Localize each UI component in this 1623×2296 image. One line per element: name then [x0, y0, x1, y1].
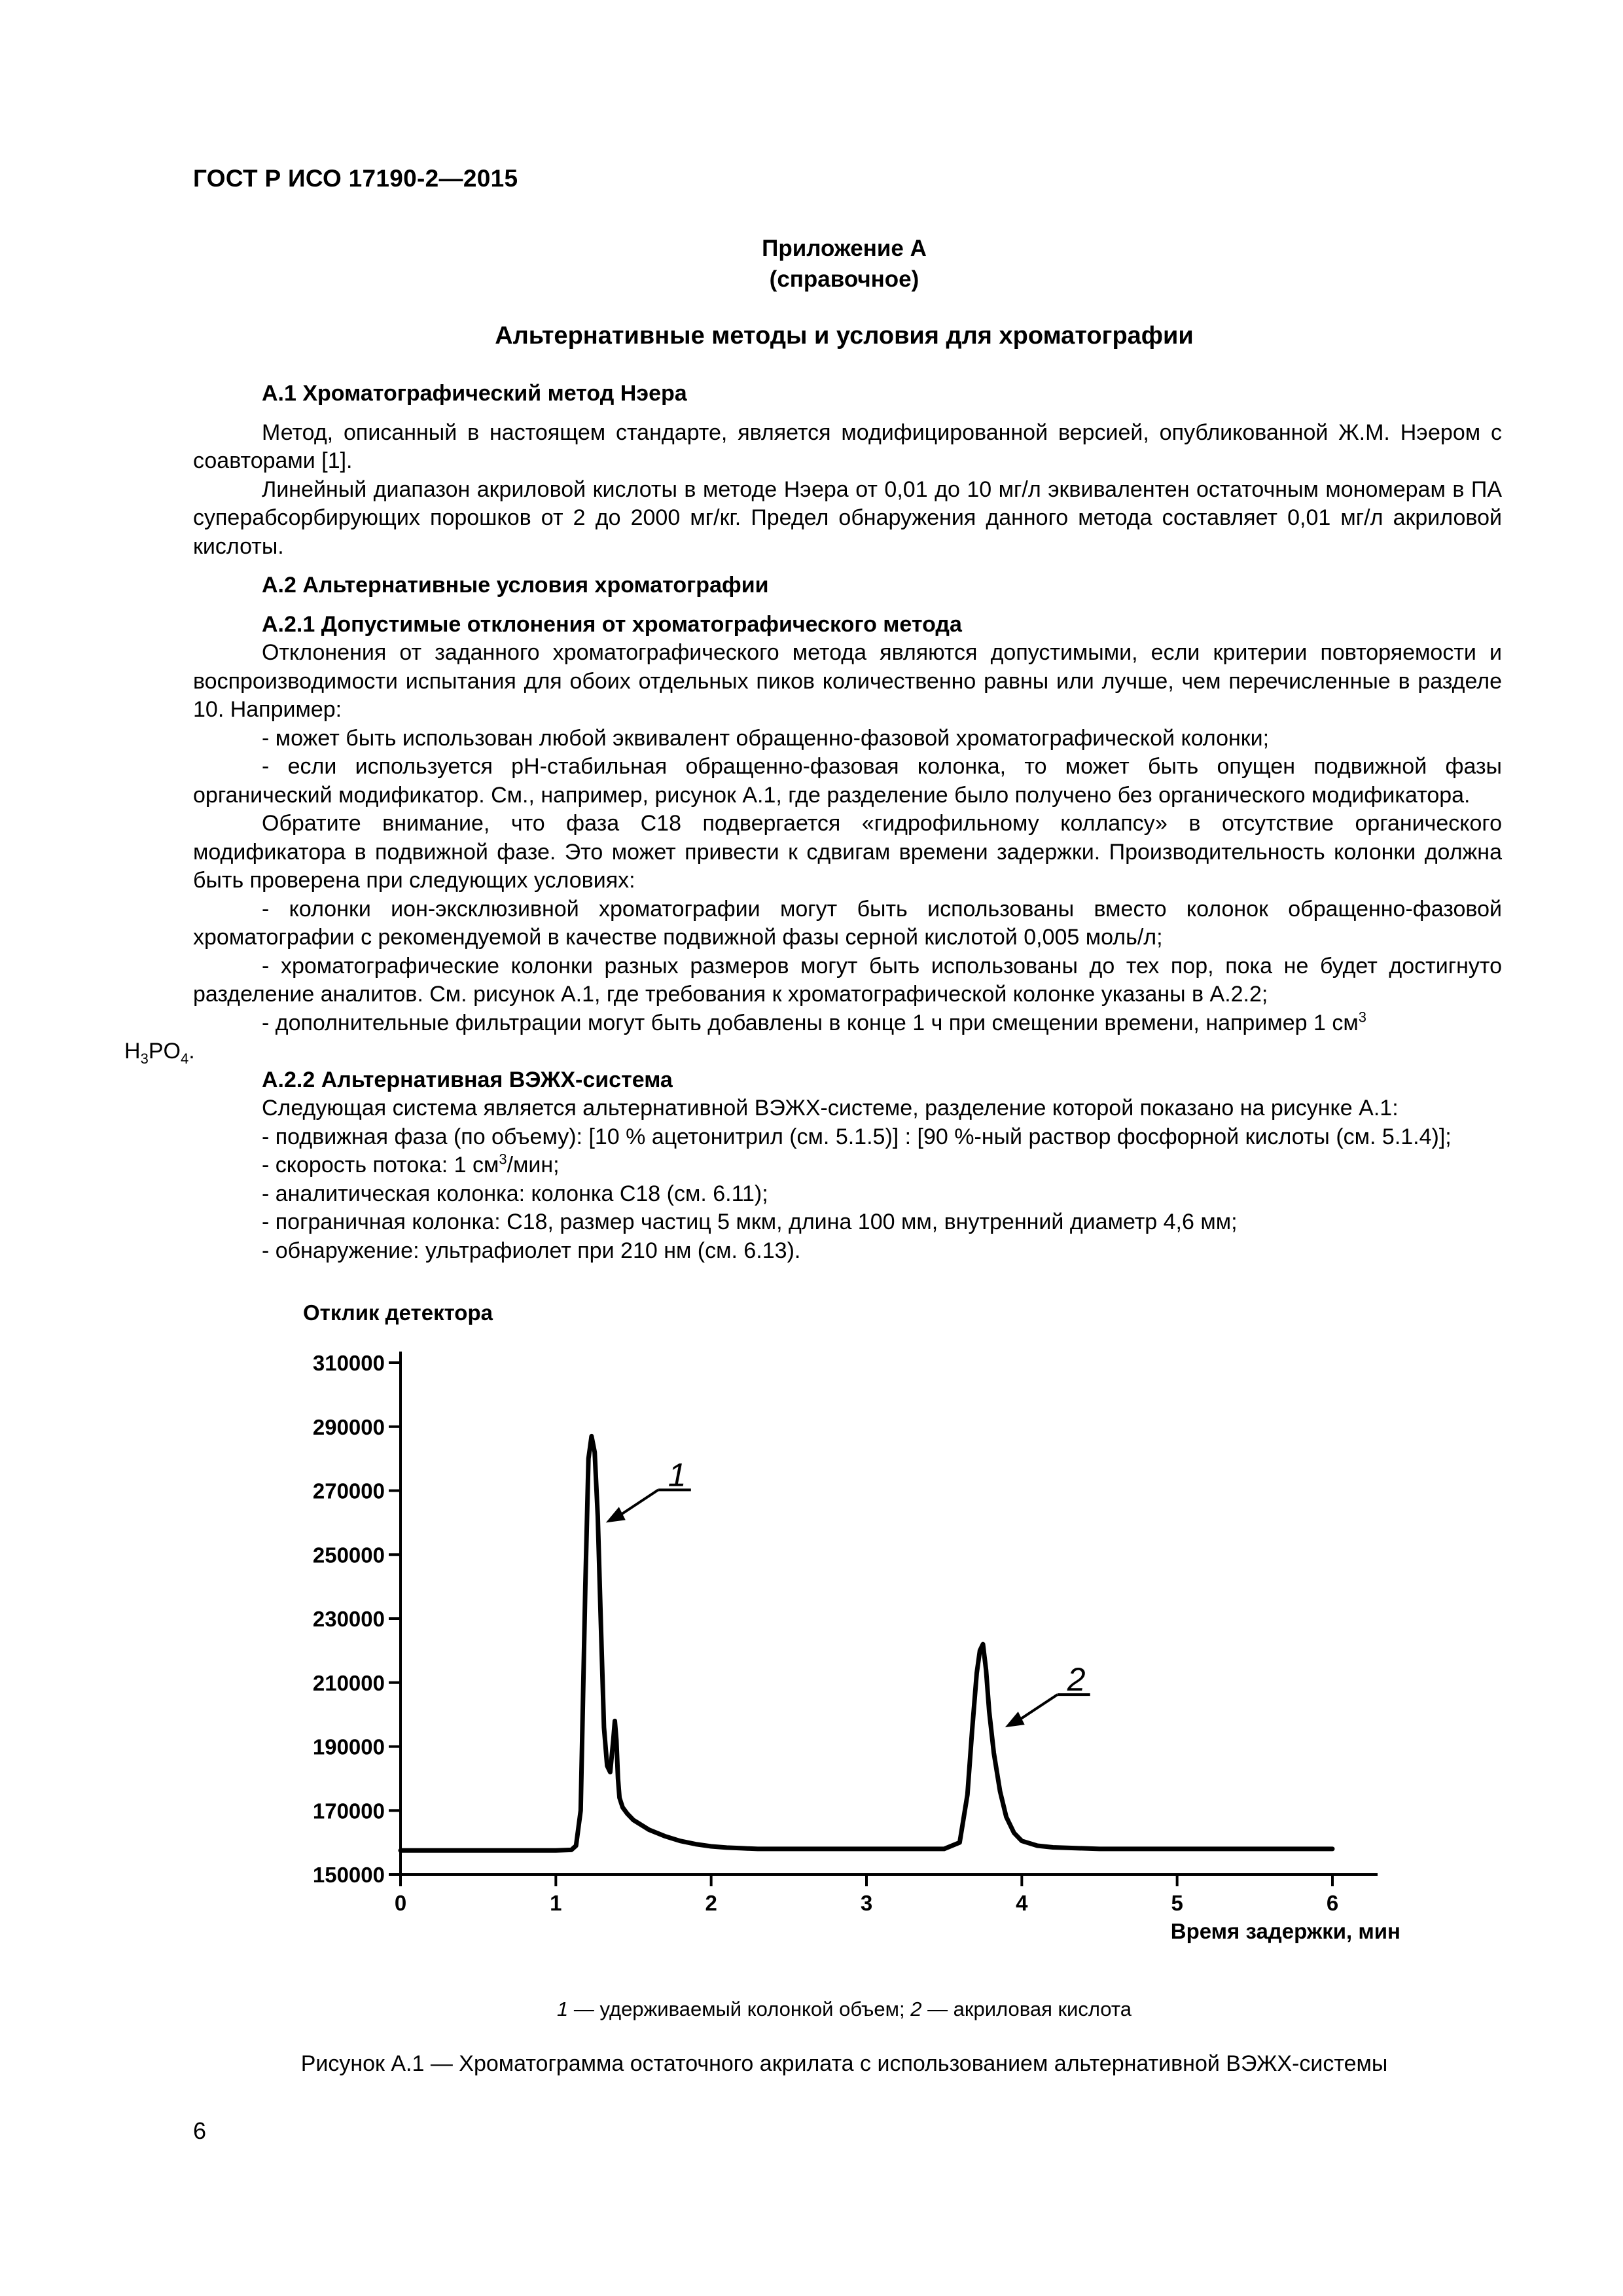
peak-2-label: 2 [1067, 1661, 1086, 1698]
subscript-4: 4 [180, 1050, 189, 1067]
x-tick-label: 3 [860, 1891, 873, 1915]
x-tick-label: 4 [1016, 1891, 1028, 1915]
x-axis-title: Время задержки, мин [1170, 1919, 1400, 1943]
peak-1-arrow-head [606, 1507, 626, 1522]
section-a22-bullet-4: - пограничная колонка: С18, размер частиц 5 мкм, длина 100 мм, внутренний диаметр 4,6 мм; [262, 1210, 1238, 1234]
section-a21-heading: А.2.1 Допустимые отклонения от хроматографического метода [262, 611, 962, 637]
figure-legend [193, 1998, 1495, 2021]
section-a22-bullet-3: - аналитическая колонка: колонка С18 (см. 6.11); [262, 1181, 768, 1206]
peak-2-arrow-head [1005, 1712, 1025, 1727]
section-a22-paragraph-1: Следующая система является альтернативной ВЭЖХ-системе, разделение которой показано на рисунке А.1: [262, 1096, 1399, 1121]
page-number: 6 [193, 2117, 207, 2144]
section-a21-paragraph-1: Отклонения от заданного хроматографического метода являются допустимыми, если критерии повторяемости и воспроизводимости испытания для обоих отдельных пиков количественно равны или лучше, чем перечисленные в разделе 10. Например: [193, 640, 1502, 722]
y-axis-title: Отклик детектора [303, 1300, 493, 1325]
section-a1-paragraph-2: Линейный диапазон акриловой кислоты в методе Нэера от 0,01 до 10 мг/л эквивалентен остаточным мономерам в ПА суперабсорбирующих порошков от 2 до 2000 мг/кг. Предел обнаружения данного метода составляет 0,01 мг/л акриловой кислоты. [193, 476, 1502, 559]
x-tick-label: 1 [550, 1891, 562, 1915]
chromatogram-series-line [401, 1436, 1332, 1850]
section-a21-bullet-3: - колонки ион-эксклюзивной хроматографии могут быть использованы вместо колонок обращенно-фазовой хроматографии с рекомендуемой в качестве подвижной фазы серной кислотой 0,005 моль/л; [193, 896, 1502, 950]
x-tick-label: 0 [394, 1891, 407, 1915]
legend-number-1: 1 [557, 1998, 569, 2020]
figure-caption: Рисунок А.1 — Хроматограмма остаточного акрилата с использованием альтернативной ВЭЖХ-системы [300, 2051, 1388, 2076]
y-tick-label: 310000 [312, 1351, 385, 1375]
legend-text-2: — акриловая кислота [921, 1998, 1132, 2020]
section-a1-paragraph-1: Метод, описанный в настоящем стандарте, является модифицированной версией, опубликованной Ж.М. Нэером с соавторами [1]. [193, 420, 1502, 473]
y-tick-label: 270000 [312, 1479, 385, 1503]
legend-text-1: — удерживаемый колонкой объем; [568, 1998, 911, 2020]
bullet-5-text: - дополнительные фильтрации могут быть добавлены в конце 1 ч при смещении времени, например 1 см [262, 1010, 1359, 1035]
superscript: 3 [499, 1151, 507, 1168]
formula-h: H [124, 1039, 141, 1064]
peak-2-leader-line [1017, 1695, 1058, 1721]
section-a22-bullet-1: - подвижная фаза (по объему): [10 % ацетонитрил (см. 5.1.5)] : [90 %-ный раствор фосфорной кислоты (см. 5.1.4)]; [262, 1124, 1452, 1149]
flow-rate-text: - скорость потока: 1 см [262, 1153, 499, 1177]
flow-rate-unit: /мин; [507, 1153, 560, 1177]
section-a22-bullet-5: - обнаружение: ультрафиолет при 210 нм (см. 6.13). [262, 1238, 801, 1263]
y-tick-label: 210000 [312, 1670, 385, 1695]
x-tick-label: 6 [1326, 1891, 1339, 1915]
annex-kind: (справочное) [769, 266, 919, 292]
section-a21-bullet-1: - может быть использован любой эквивалент обращенно-фазовой хроматографической колонки; [262, 725, 1270, 751]
formula-end: . [188, 1039, 195, 1064]
annex-title: Приложение А [762, 236, 927, 261]
y-tick-label: 230000 [312, 1607, 385, 1631]
section-a21-bullet-4: - хроматографические колонки разных размеров могут быть использованы до тех пор, пока не будет достигнуто разделение аналитов. См. рисунок А.1, где требования к хроматографической колонке указаны в А.2.2; [193, 953, 1502, 1007]
y-tick-label: 250000 [312, 1543, 385, 1568]
formula-po: PO [148, 1039, 181, 1064]
x-tick-label: 5 [1171, 1891, 1183, 1915]
legend-number-2: 2 [910, 1998, 922, 2020]
y-tick-label: 150000 [312, 1863, 385, 1887]
superscript: 3 [1358, 1009, 1366, 1026]
section-a1-heading: А.1 Хроматографический метод Нэера [262, 381, 687, 406]
subscript-3: 3 [140, 1050, 149, 1067]
main-title: Альтернативные методы и условия для хроматографии [495, 322, 1194, 350]
section-a21-bullet-2: - если используется pH-стабильная обращенно-фазовая колонка, то может быть опущен подвижной фазы органический модификатор. См., например, рисунок А.1, где разделение было получено без органического модификатора. [193, 754, 1502, 808]
x-tick-label: 2 [705, 1891, 717, 1915]
section-a22-heading: А.2.2 Альтернативная ВЭЖХ-система [262, 1067, 673, 1092]
peak-1-label: 1 [668, 1456, 687, 1494]
section-a21-paragraph-2: Обратите внимание, что фаза С18 подвергается «гидрофильному коллапсу» в отсутствие органического модификатора в подвижной фазе. Это может привести к сдвигам времени задержки. Производительность колонки должна быть проверена при следующих условиях: [193, 811, 1502, 893]
y-tick-label: 170000 [312, 1799, 385, 1823]
section-a2-heading: А.2 Альтернативные условия хроматографии [262, 573, 769, 598]
y-tick-label: 290000 [312, 1414, 385, 1439]
y-tick-label: 190000 [312, 1734, 385, 1759]
document-id: ГОСТ Р ИСО 17190-2—2015 [193, 165, 518, 192]
peak-1-leader-line [618, 1490, 658, 1516]
